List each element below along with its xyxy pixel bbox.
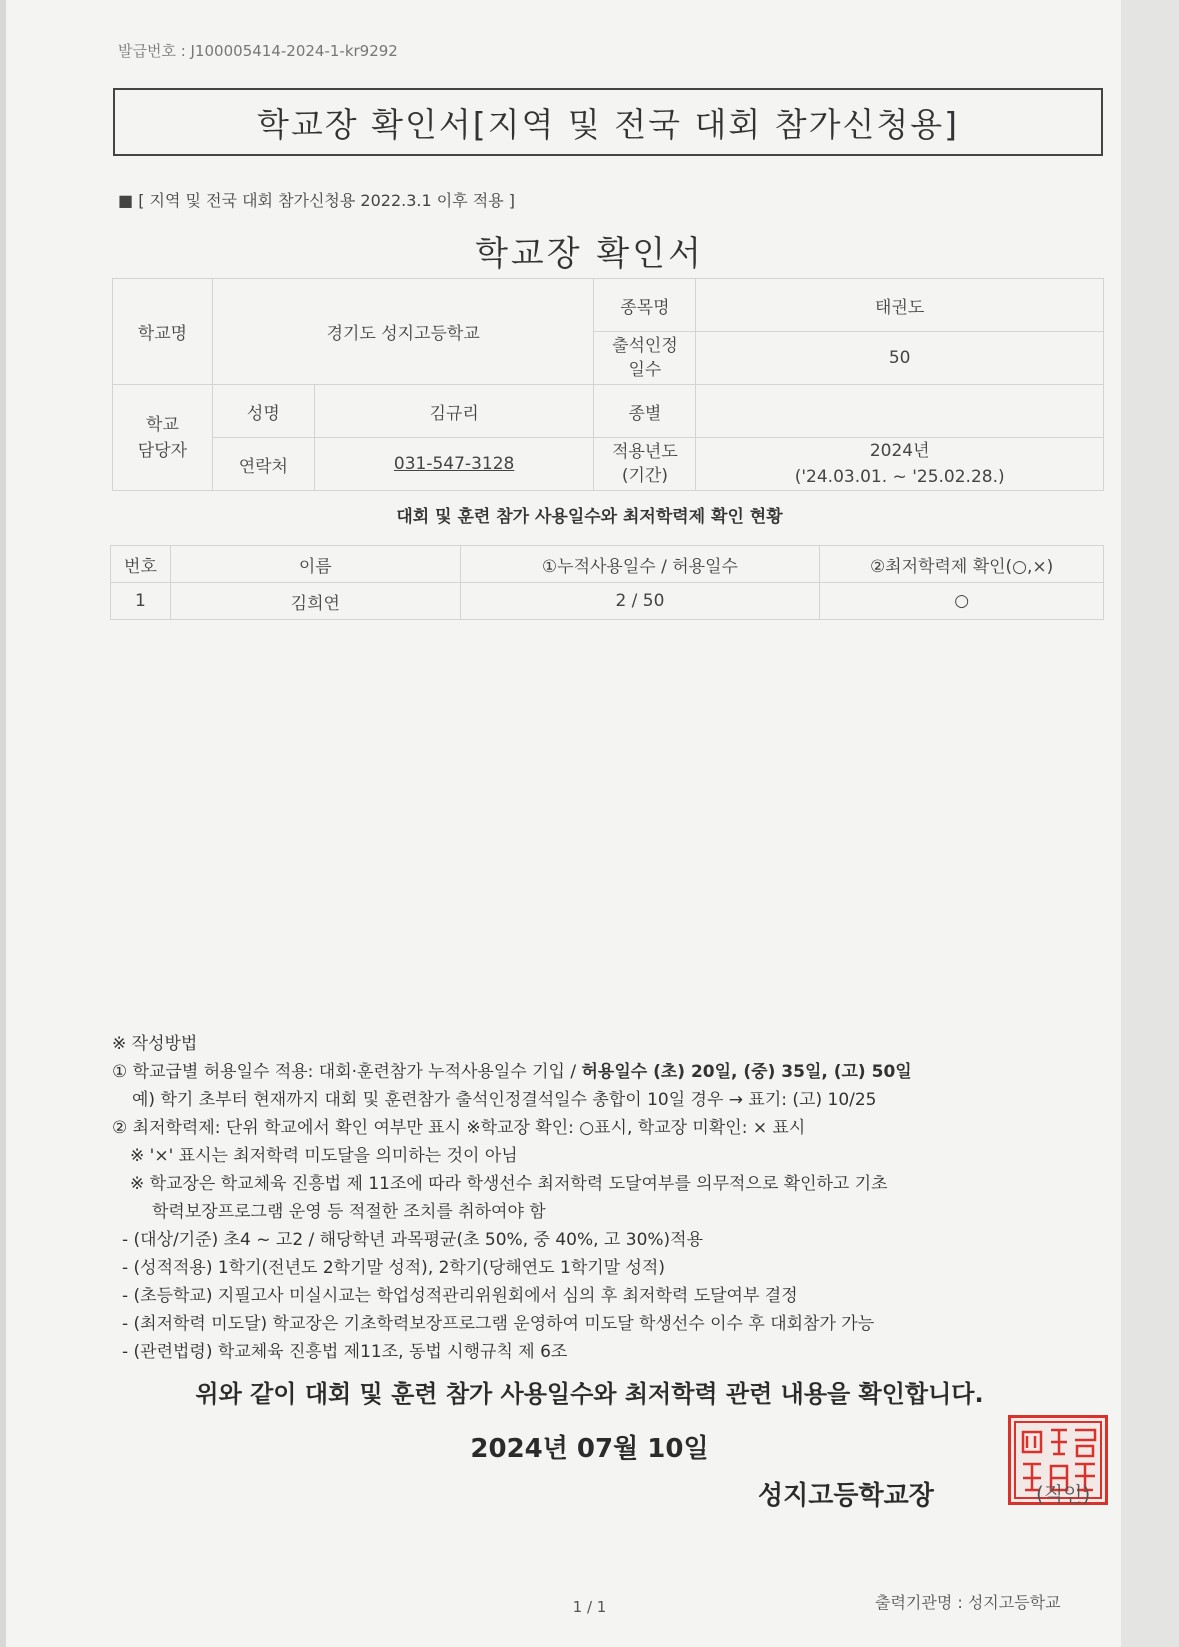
instruction-line-9: - (초등학교) 지필고사 미실시교는 학업성적관리위원회에서 심의 후 최저학력 도달여부 결정 [122,1286,798,1306]
sub-title: 학교장 확인서 [475,234,704,274]
status-table [110,545,1104,620]
school-label: 학교명 [113,279,213,385]
instruction-line-8: - (성적적용) 1학기(전년도 2학기말 성적), 2학기(당해연도 1학기말 성적) [122,1258,665,1278]
contact-label: 연락처 [212,438,314,491]
contact-cell [314,438,594,491]
year-value: 2024년 [869,441,930,461]
name-label: 성명 [212,385,314,438]
status-header-row [111,546,1104,583]
instruction-line-7: - (대상/기준) 초4 ~ 고2 / 해당학년 과목평균(초 50%, 중 40%, 고 30%)적용 [122,1230,704,1250]
section-title: 대회 및 훈련 참가 사용일수와 최저학력제 확인 현황 [396,507,783,527]
instructions-heading: ※ 작성방법 [112,1034,198,1054]
period-value: ('24.03.01. ~ '25.02.28.) [794,467,1005,487]
instruction-line-5: ※ 학교장은 학교체육 진흥법 제 11조에 따라 학생선수 최저학력 도달여부를 의무적으로 확인하고 기초 [130,1174,888,1194]
header-name: 이름 [170,546,460,583]
info-table [112,278,1104,491]
application-note: ■ [ 지역 및 전국 대회 참가신청용 2022.3.1 이후 적용 ] [118,191,516,210]
row-number: 1 [111,583,171,620]
issue-date: 2024년 07월 10일 [470,1434,709,1464]
category-label: 종별 [594,385,696,438]
header-number: 번호 [111,546,171,583]
instructions [112,1030,1112,1366]
name-value: 김규리 [314,385,594,438]
instruction-line-11: - (관련법령) 학교체육 진흥법 제11조, 동법 시행규칙 제 6조 [122,1342,568,1362]
principal-title: 성지고등학교장 [758,1481,934,1511]
staff-label: 학교 담당자 [113,385,213,491]
category-value [696,385,1104,438]
instruction-line-4: ※ '×' 표시는 최저학력 미도달을 의미하는 것이 아님 [130,1146,518,1166]
page-number: 1 / 1 [572,1598,607,1616]
sport-label: 종목명 [594,279,696,332]
header-minimum: ②최저학력제 확인(○,×) [820,546,1104,583]
year-cell [696,438,1104,491]
year-label: 적용년도 (기간) [594,438,696,491]
main-title: 학교장 확인서[지역 및 전국 대회 참가신청용] [113,88,1103,156]
issue-number: 발급번호 : J100005414-2024-1-kr9292 [118,42,398,60]
instruction-line-1-text: ① 학교급별 허용일수 적용: 대회·훈련참가 누적사용일수 기입 / [112,1062,582,1082]
table-row [111,583,1104,620]
instruction-line-2: 예) 학기 초부터 현재까지 대회 및 훈련참가 출석인정결석일수 총합이 10일 경우 → 표기: (고) 10/25 [132,1090,877,1110]
row-name: 김희연 [170,583,460,620]
attendance-value: 50 [696,332,1104,385]
school-value: 경기도 성지고등학교 [212,279,594,385]
header-days: ①누적사용일수 / 허용일수 [460,546,820,583]
contact-value: 031-547-3128 [393,454,515,474]
seal-mark: (직인) [1036,1482,1091,1506]
instruction-line-1 [112,1058,1112,1086]
allowed-days-text: 허용일수 (초) 20일, (중) 35일, (고) 50일 [581,1062,912,1082]
output-organization: 출력기관명 : 성지고등학교 [875,1593,1061,1612]
confirmation-statement: 위와 같이 대회 및 훈련 참가 사용일수와 최저학력 관련 내용을 확인합니다. [195,1380,984,1408]
sport-value: 태권도 [696,279,1104,332]
instruction-line-10: - (최저학력 미도달) 학교장은 기초학력보장프로그램 운영하여 미도달 학생선수 이수 후 대회참가 가능 [122,1314,875,1334]
row-days: 2 / 50 [460,583,820,620]
instruction-line-6: 학력보장프로그램 운영 등 적절한 조치를 취하여야 함 [152,1202,546,1222]
instruction-line-3: ② 최저학력제: 단위 학교에서 확인 여부만 표시 ※학교장 확인: ○표시, 학교장 미확인: × 표시 [112,1118,806,1138]
row-minimum: ○ [820,583,1104,620]
attendance-label: 출석인정 일수 [594,332,696,385]
